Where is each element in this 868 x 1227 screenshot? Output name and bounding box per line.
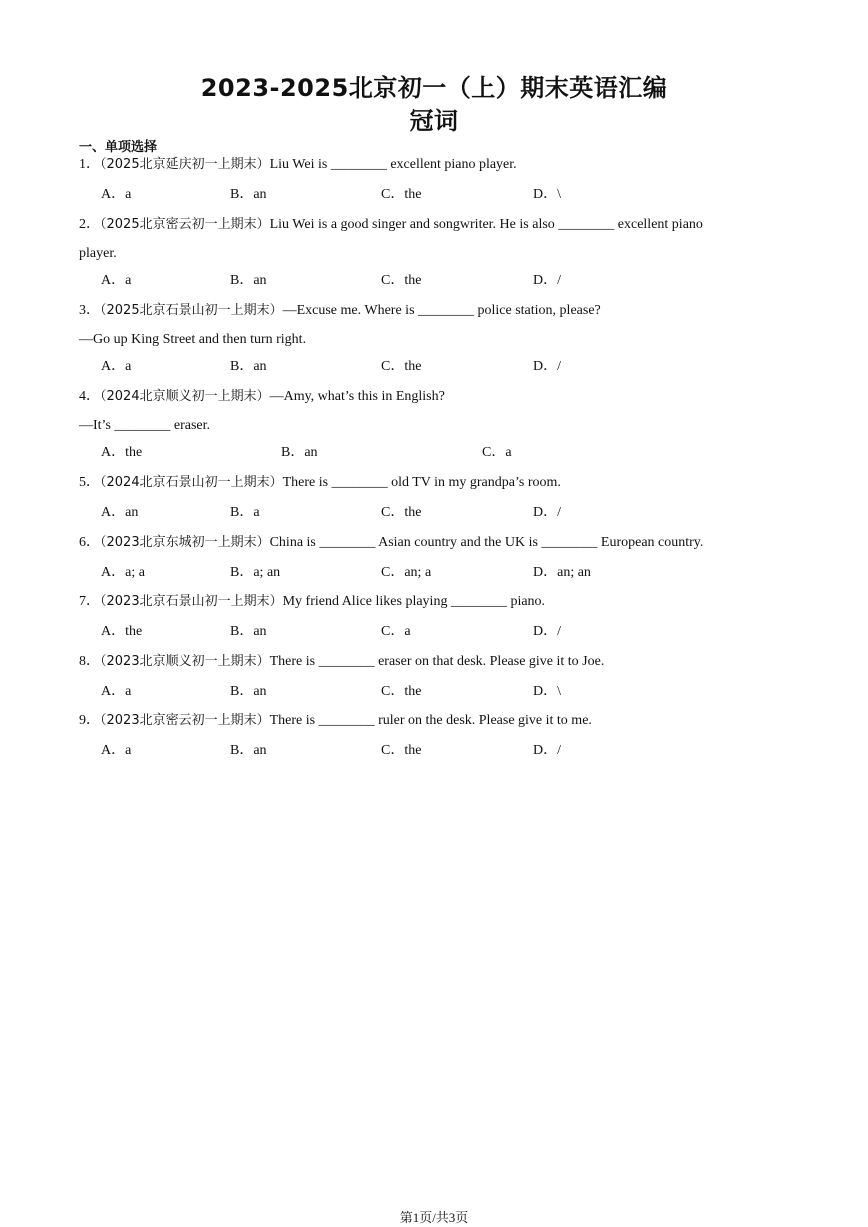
question-4-option-c[interactable]: C．a	[482, 445, 512, 460]
question-4-stem: 4．（2024北京顺义初一上期末）—Amy, what’s this in English?	[79, 389, 445, 404]
question-3-option-a[interactable]: A．a	[101, 359, 132, 374]
question-3-stem-continued: —Go up King Street and then turn right.	[79, 332, 307, 347]
question-7-option-b[interactable]: B．an	[230, 624, 267, 639]
question-8-option-c[interactable]: C．the	[381, 684, 422, 699]
question-5-option-a[interactable]: A．an	[101, 505, 139, 520]
question-8-stem: 8．（2023北京顺义初一上期末）There is ________ eraser on that desk. Please give it to Joe.	[79, 654, 605, 669]
question-5-stem: 5．（2024北京石景山初一上期末）There is ________ old TV in my grandpa’s room.	[79, 475, 561, 490]
question-5-option-d[interactable]: D．/	[533, 505, 561, 520]
question-1-stem: 1．（2025北京延庆初一上期末）Liu Wei is ________ excellent piano player.	[79, 157, 517, 172]
question-7-option-c[interactable]: C．a	[381, 624, 411, 639]
question-2-option-d[interactable]: D．/	[533, 273, 561, 288]
question-2-stem: 2．（2025北京密云初一上期末）Liu Wei is a good singer and songwriter. He is also ________ excellent piano	[79, 217, 703, 232]
question-2-option-c[interactable]: C．the	[381, 273, 422, 288]
question-1-option-d[interactable]: D．\	[533, 187, 561, 202]
document-title: 2023-2025北京初一（上）期末英语汇编	[200, 74, 668, 102]
question-7-stem: 7．（2023北京石景山初一上期末）My friend Alice likes playing ________ piano.	[79, 594, 546, 609]
question-6-option-d[interactable]: D．an; an	[533, 565, 591, 580]
question-9-option-a[interactable]: A．a	[101, 743, 132, 758]
question-2-option-b[interactable]: B．an	[230, 273, 267, 288]
question-4-option-a[interactable]: A．the	[101, 445, 143, 460]
question-8-option-a[interactable]: A．a	[101, 684, 132, 699]
question-7-option-d[interactable]: D．/	[533, 624, 561, 639]
question-9-option-c[interactable]: C．the	[381, 743, 422, 758]
question-9-stem: 9．（2023北京密云初一上期末）There is ________ ruler on the desk. Please give it to me.	[79, 713, 592, 728]
question-2-stem-continued: player.	[79, 246, 117, 261]
question-1-option-a[interactable]: A．a	[101, 187, 132, 202]
question-6-stem: 6．（2023北京东城初一上期末）China is ________ Asian country and the UK is ________ European country.	[79, 535, 704, 550]
section-heading: 一、单项选择	[79, 140, 158, 155]
document-subtitle: 冠词	[409, 107, 459, 135]
question-8-option-d[interactable]: D．\	[533, 684, 561, 699]
question-3-stem: 3．（2025北京石景山初一上期末）—Excuse me. Where is ________ police station, please?	[79, 303, 601, 318]
question-2-option-a[interactable]: A．a	[101, 273, 132, 288]
question-3-option-c[interactable]: C．the	[381, 359, 422, 374]
question-5-option-c[interactable]: C．the	[381, 505, 422, 520]
question-9-option-b[interactable]: B．an	[230, 743, 267, 758]
question-6-option-c[interactable]: C．an; a	[381, 565, 432, 580]
question-7-option-a[interactable]: A．the	[101, 624, 143, 639]
page-footer: 第1页/共3页	[399, 1210, 469, 1225]
question-4-option-b[interactable]: B．an	[281, 445, 318, 460]
question-6-option-b[interactable]: B．a; an	[230, 565, 281, 580]
question-3-option-b[interactable]: B．an	[230, 359, 267, 374]
question-3-option-d[interactable]: D．/	[533, 359, 561, 374]
question-4-stem-continued: —It’s ________ eraser.	[79, 418, 211, 433]
question-6-option-a[interactable]: A．a; a	[101, 565, 145, 580]
question-9-option-d[interactable]: D．/	[533, 743, 561, 758]
question-1-option-c[interactable]: C．the	[381, 187, 422, 202]
question-5-option-b[interactable]: B．a	[230, 505, 260, 520]
question-8-option-b[interactable]: B．an	[230, 684, 267, 699]
question-1-option-b[interactable]: B．an	[230, 187, 267, 202]
